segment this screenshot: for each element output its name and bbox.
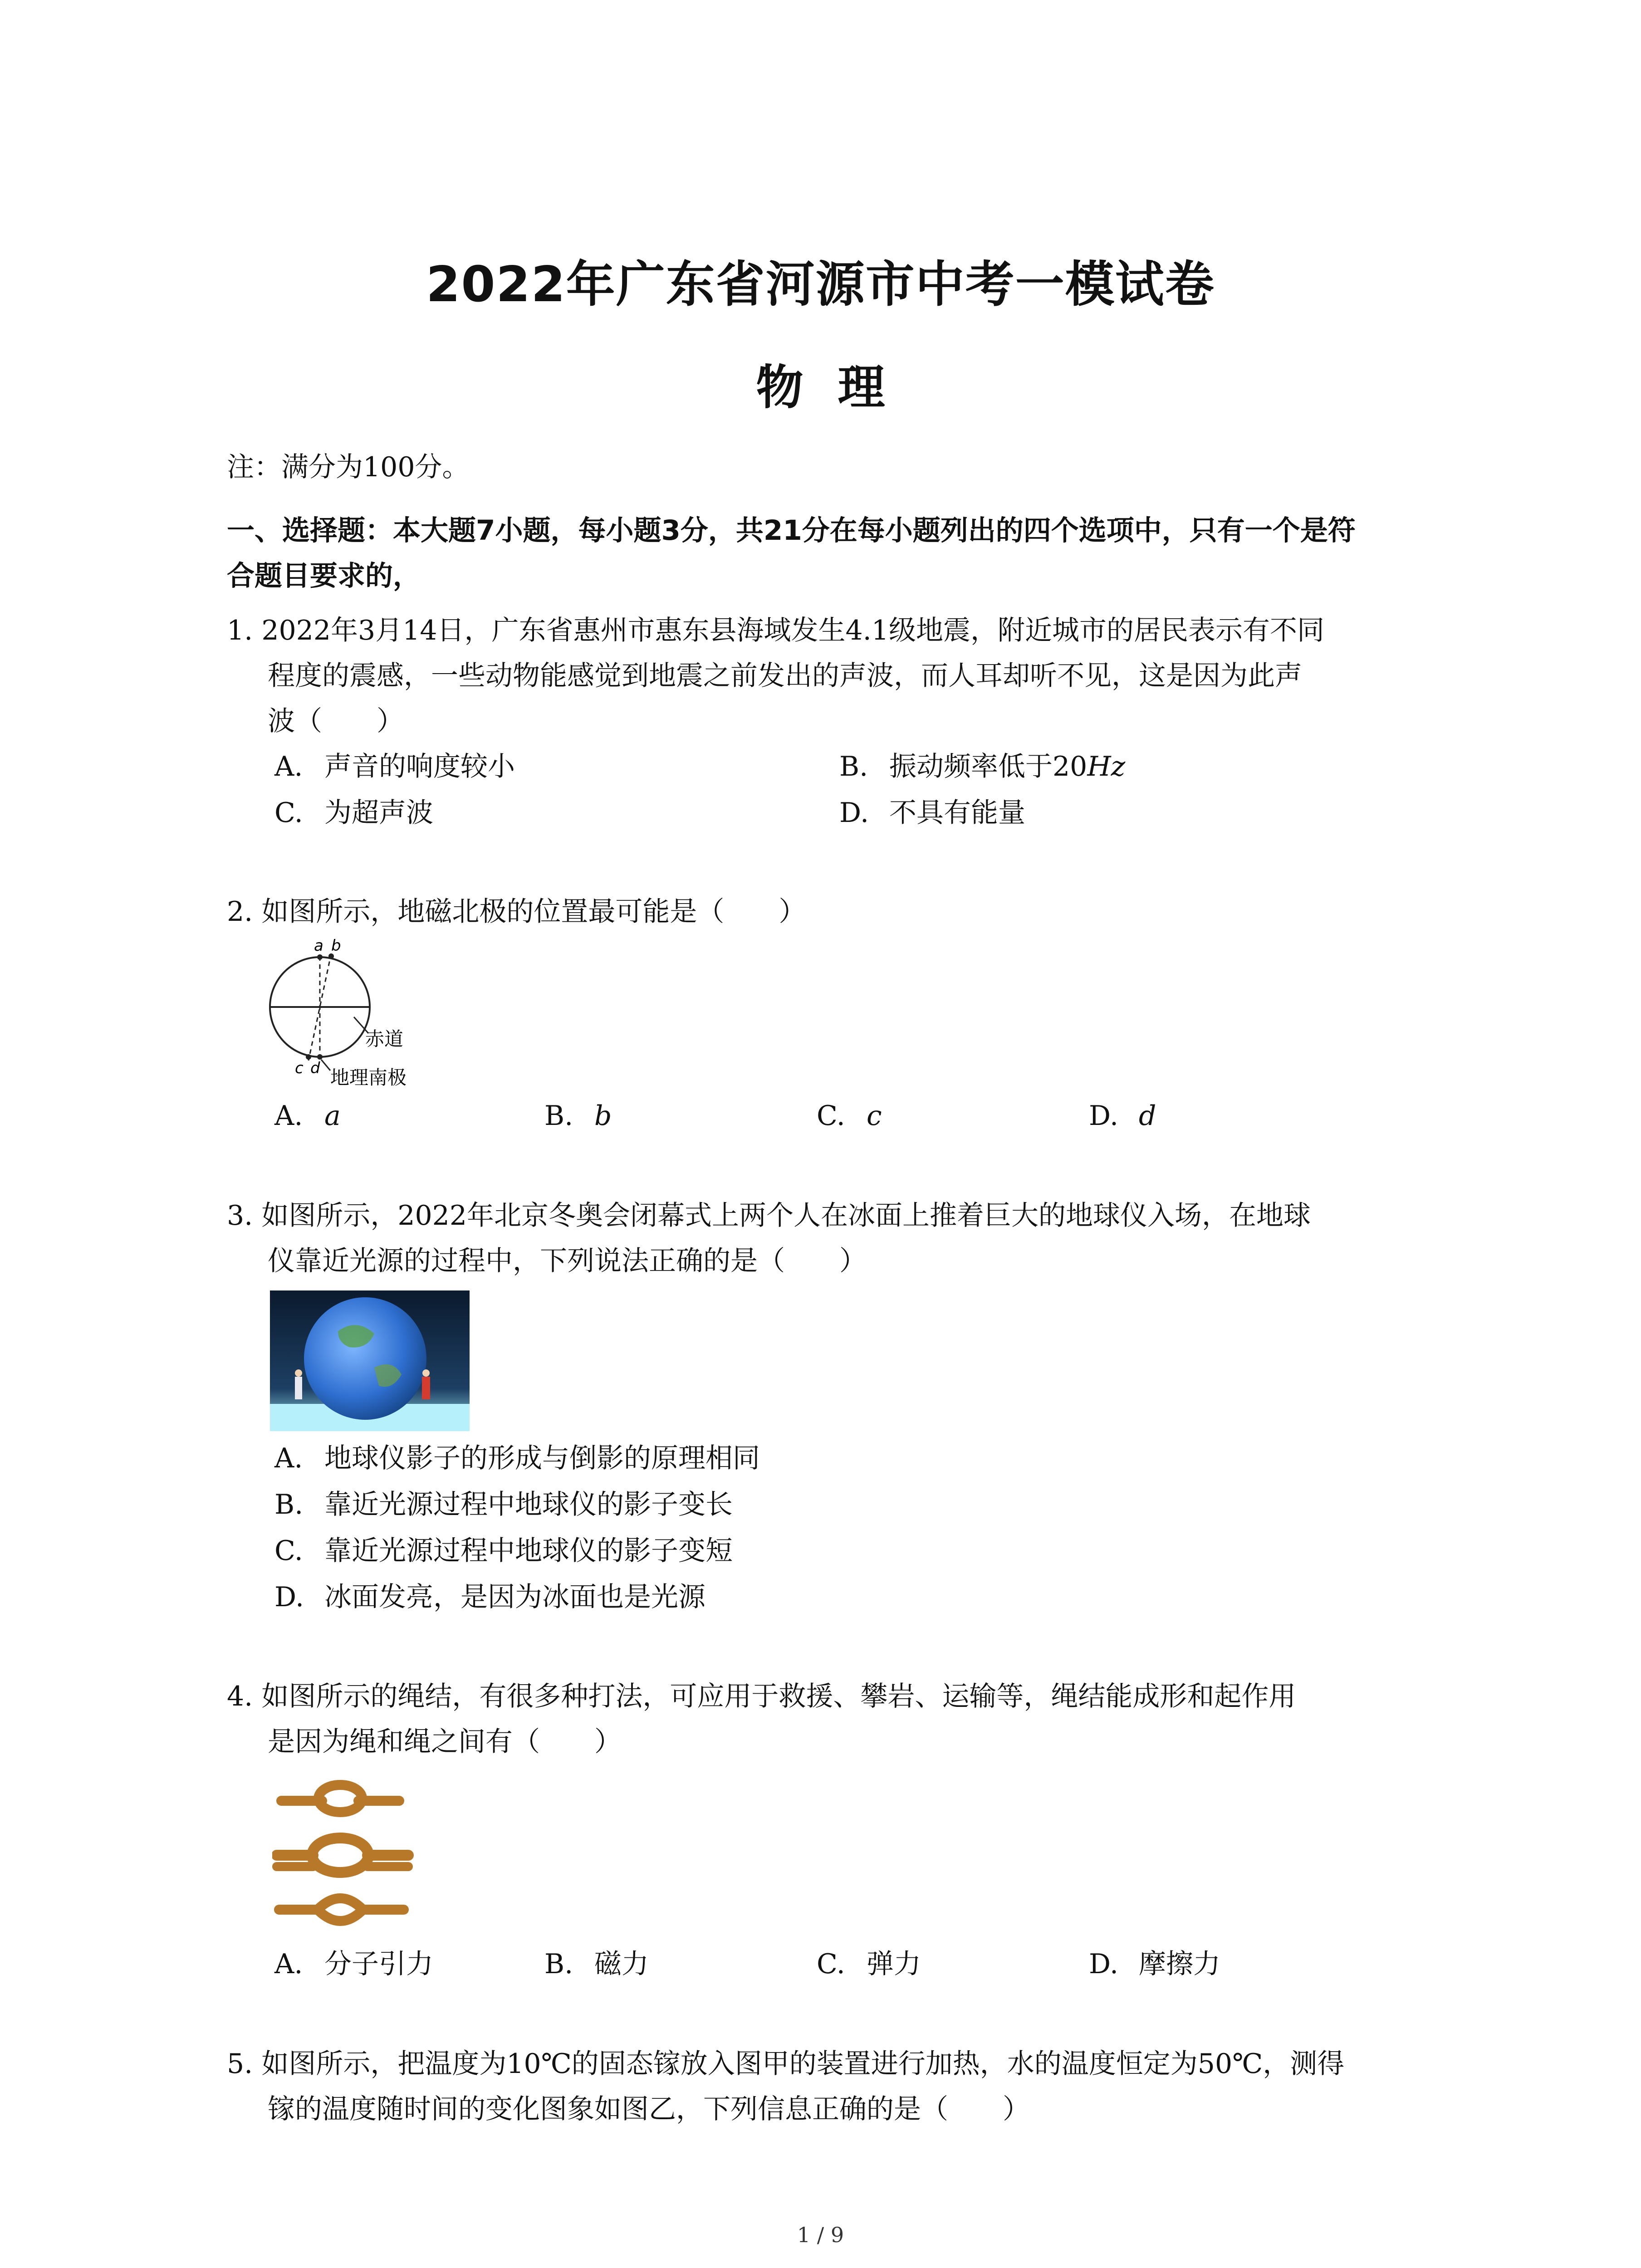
exam-title: 2022年广东省河源市中考一模试卷 — [426, 256, 1215, 313]
rope-knot-1 — [281, 1785, 399, 1812]
label-a: a — [314, 937, 323, 955]
person-left-head — [295, 1369, 302, 1377]
rope-knot-3 — [279, 1898, 404, 1921]
south-pole-pointer — [321, 1060, 330, 1070]
q3-option-b[interactable]: B. 靠近光源过程中地球仪的影子变长 — [274, 1489, 733, 1520]
globe-ceremony-photo — [270, 1290, 470, 1431]
rope-knots-image — [272, 1774, 422, 1937]
section-heading-line1: 一、选择题：本大题7小题，每小题3分，共21分在每小题列出的四个选项中，只有一个是符 — [227, 514, 1356, 547]
giant-globe — [304, 1297, 426, 1420]
q1-option-a[interactable]: A. 声音的响度较小 — [274, 751, 515, 782]
q5-line1: 5. 如图所示，把温度为10℃的固态镓放入图甲的装置进行加热，水的温度恒定为50℃，测得 — [227, 2048, 1345, 2080]
q4-line1: 4. 如图所示的绳结，有很多种打法，可应用于救援、攀岩、运输等，绳结能成形和起作用 — [227, 1681, 1296, 1712]
q2-option-a[interactable]: A. a — [274, 1100, 341, 1132]
q4-option-d[interactable]: D. 摩擦力 — [1089, 1948, 1220, 1980]
q4-option-b[interactable]: B. 磁力 — [544, 1948, 649, 1980]
label-c: c — [295, 1059, 304, 1077]
q1-line3: 波（ ） — [268, 705, 404, 737]
subject-char-1: 物 — [756, 360, 803, 415]
label-d: d — [310, 1059, 320, 1077]
q2-option-c[interactable]: C. c — [817, 1100, 882, 1132]
q4-option-c[interactable]: C. 弹力 — [817, 1948, 921, 1980]
section-heading-line2: 合题目要求的， — [227, 560, 421, 592]
q1-option-d[interactable]: D. 不具有能量 — [839, 797, 1025, 829]
q1-option-b[interactable]: B. 振动频率低于20Hz — [839, 751, 1126, 782]
q3-option-d[interactable]: D. 冰面发亮，是因为冰面也是光源 — [274, 1581, 705, 1613]
page-number: 1 / 9 — [797, 2223, 844, 2247]
q5-line2: 镓的温度随时间的变化图象如图乙，下列信息正确的是（ ） — [268, 2093, 1030, 2125]
rope-knot-2 — [277, 1838, 408, 1872]
label-equator: 赤道 — [365, 1028, 404, 1050]
q3-line1: 3. 如图所示，2022年北京冬奥会闭幕式上两个人在冰面上推着巨大的地球仪入场，在地球 — [227, 1200, 1311, 1232]
q1-option-c[interactable]: C. 为超声波 — [274, 797, 433, 829]
q3-option-a[interactable]: A. 地球仪影子的形成与倒影的原理相同 — [274, 1442, 760, 1474]
q1-line2: 程度的震感，一些动物能感觉到地震之前发出的声波，而人耳却听不见，这是因为此声 — [268, 660, 1302, 692]
person-left — [295, 1377, 302, 1399]
q2-option-b[interactable]: B. b — [544, 1100, 612, 1132]
label-south-pole: 地理南极 — [330, 1066, 407, 1089]
score-note: 注：满分为100分。 — [227, 451, 470, 483]
point-a-dot — [317, 954, 323, 960]
q3-option-c[interactable]: C. 靠近光源过程中地球仪的影子变短 — [274, 1535, 733, 1567]
q2-option-d[interactable]: D. d — [1089, 1100, 1156, 1132]
subject-title — [0, 349, 1641, 417]
q2-line1: 2. 如图所示，地磁北极的位置最可能是（ ） — [227, 896, 806, 928]
q3-line2: 仪靠近光源的过程中，下列说法正确的是（ ） — [268, 1245, 867, 1277]
q4-option-a[interactable]: A. 分子引力 — [274, 1948, 433, 1980]
label-b: b — [331, 937, 341, 955]
q4-line2: 是因为绳和绳之间有（ ） — [268, 1726, 622, 1758]
person-right-head — [422, 1369, 430, 1377]
person-right — [422, 1377, 430, 1399]
earth-magnetic-pole-diagram — [263, 934, 454, 1098]
q1-line1: 1. 2022年3月14日，广东省惠州市惠东县海域发生4.1级地震，附近城市的居民表示有不同 — [227, 615, 1324, 646]
subject-char-2: 理 — [838, 360, 885, 415]
